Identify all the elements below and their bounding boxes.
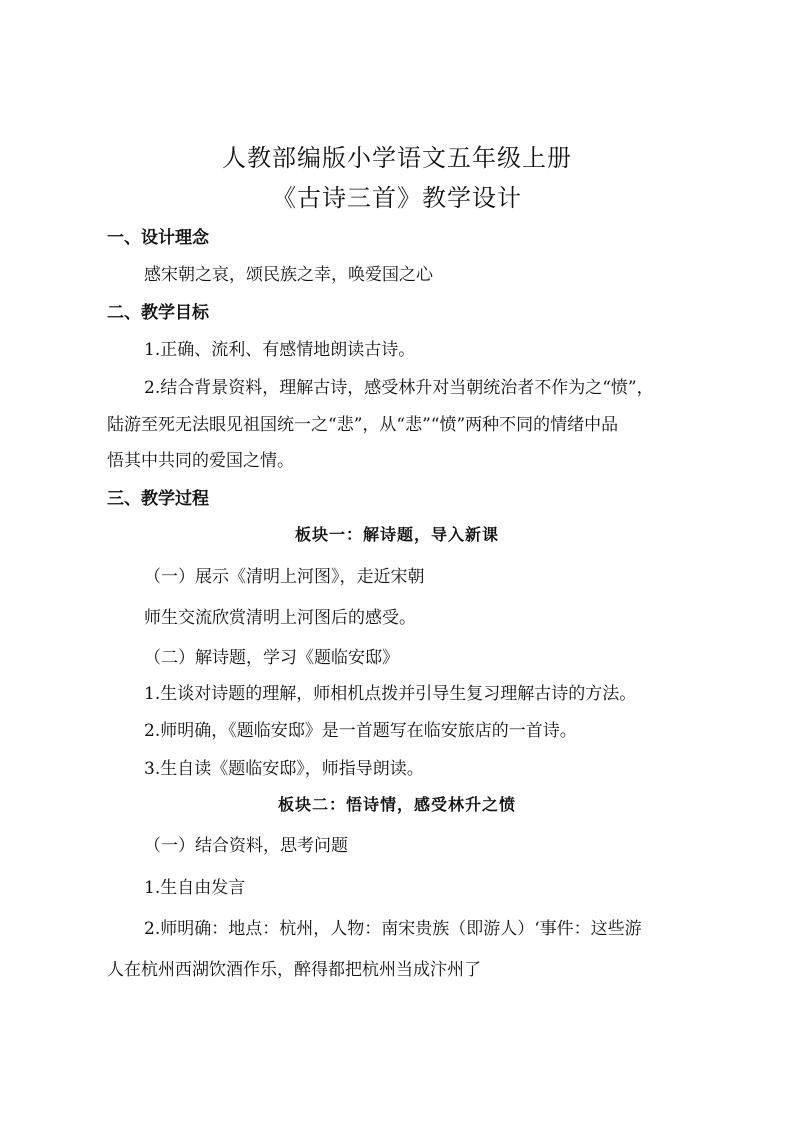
block-2-item-1: 1.生自由发言 (144, 878, 246, 898)
block-2-item-2-line-2: 人在杭州西湖饮酒作乐，醉得都把杭州当成汴州了 (107, 960, 481, 980)
teaching-goal-2-line-3: 悟其中共同的爱国之情。 (107, 451, 294, 471)
design-concept-text: 感宋朝之哀，颂民族之幸，唤爱国之心 (144, 265, 433, 285)
block-1-item-3: 3.生自读《题临安邸》，师指导朗读。 (144, 759, 424, 779)
document-title-line-2: 《古诗三首》教学设计 (272, 184, 522, 212)
block-1-subsection-1-title: （一）展示《清明上河图》，走近宋朝 (144, 567, 425, 587)
teaching-goal-2-line-1: 2.结合背景资料，理解古诗，感受林升对当朝统治者不作为之“愤”， (144, 378, 654, 398)
teaching-goal-2-line-2: 陆游至死无法眼见祖国统一之“悲”，从“悲”“愤”两种不同的情绪中品 (107, 415, 619, 435)
block-1-subsection-1-text: 师生交流欣赏清明上河图后的感受。 (144, 608, 416, 628)
section-heading-teaching-goals: 二、教学目标 (107, 303, 209, 323)
document-title-line-1: 人教部编版小学语文五年级上册 (222, 144, 572, 172)
teaching-goal-1: 1.正确、流利、有感情地朗读古诗。 (144, 340, 416, 360)
block-1-item-1: 1.生谈对诗题的理解，师相机点拨并引导生复习理解古诗的方法。 (144, 684, 637, 704)
section-heading-teaching-process: 三、教学过程 (107, 489, 209, 509)
block-2-item-2-line-1: 2.师明确：地点：杭州，人物：南宋贵族（即游人）‘事件：这些游 (144, 919, 642, 939)
block-1-title: 板块一：解诗题，导入新课 (294, 525, 499, 544)
block-2-subsection-1-title: （一）结合资料，思考问题 (144, 836, 348, 856)
section-heading-design-concept: 一、设计理念 (107, 228, 209, 248)
block-2-title: 板块二：悟诗情，感受林升之愤 (277, 795, 516, 814)
block-1-subsection-2-title: （二）解诗题，学习《题临安邸》 (144, 648, 399, 668)
block-1-item-2: 2.师明确，《题临安邸》是一首题写在临安旅店的一首诗。 (144, 721, 577, 741)
